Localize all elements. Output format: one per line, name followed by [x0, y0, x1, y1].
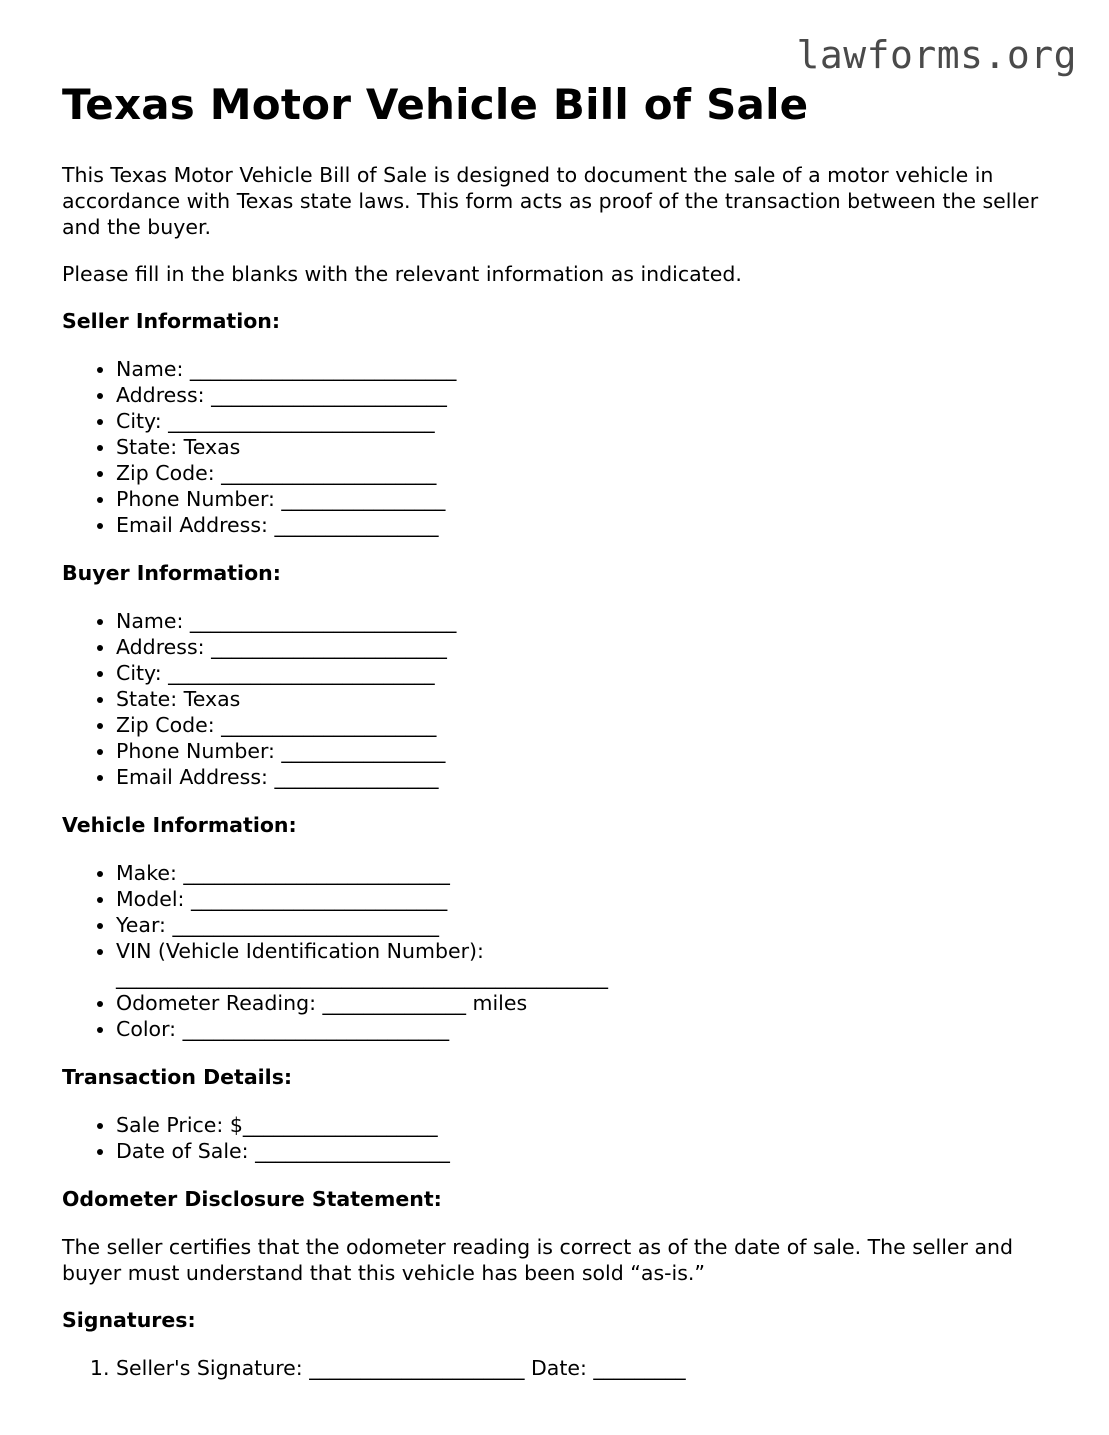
vehicle-color-field: • Color: __________________________: [116, 1016, 756, 1042]
transaction-heading: Transaction Details:: [62, 1065, 293, 1089]
seller-name-field: • Name: __________________________: [116, 356, 1062, 382]
buyer-zip-field: • Zip Code: _____________________: [116, 712, 1062, 738]
buyer-heading: Buyer Information:: [62, 561, 281, 585]
seller-zip-field: • Zip Code: _____________________: [116, 460, 1062, 486]
sale-date-field: • Date of Sale: ___________________: [116, 1138, 1062, 1164]
vehicle-vin-field: • VIN (Vehicle Identification Number): ________________________________________________: [116, 938, 756, 990]
vehicle-model-field: • Model: _________________________: [116, 886, 756, 912]
seller-heading: Seller Information:: [62, 309, 281, 333]
sale-price-field: • Sale Price: $___________________: [116, 1112, 1062, 1138]
seller-address-field: • Address: _______________________: [116, 382, 1062, 408]
vehicle-heading: Vehicle Information:: [62, 813, 297, 837]
buyer-phone-field: • Phone Number: ________________: [116, 738, 1062, 764]
vehicle-odometer-field: • Odometer Reading: ______________ miles: [116, 990, 756, 1016]
buyer-name-field: • Name: __________________________: [116, 608, 1062, 634]
odometer-disclosure-heading: Odometer Disclosure Statement:: [62, 1187, 442, 1211]
vehicle-year-field: • Year: __________________________: [116, 912, 756, 938]
seller-phone-field: • Phone Number: ________________: [116, 486, 1062, 512]
signatures-heading: Signatures:: [62, 1308, 196, 1332]
seller-field-list: [62, 356, 1062, 538]
buyer-email-field: • Email Address: ________________: [116, 764, 1062, 790]
seller-state-field: • State: Texas: [116, 434, 1062, 460]
document-page: [62, 78, 1062, 1403]
instruction-paragraph: Please fill in the blanks with the relevant information as indicated.: [62, 262, 742, 286]
transaction-field-list: [62, 1112, 1062, 1164]
buyer-state-field: • State: Texas: [116, 686, 1062, 712]
seller-email-field: • Email Address: ________________: [116, 512, 1062, 538]
buyer-address-field: • Address: _______________________: [116, 634, 1062, 660]
seller-city-field: • City: __________________________: [116, 408, 1062, 434]
odometer-disclosure-text: The seller certifies that the odometer reading is correct as of the date of sale. The seller and buyer must understand that this vehicle has been sold “as-is.”: [62, 1235, 1014, 1285]
vehicle-make-field: • Make: __________________________: [116, 860, 756, 886]
page-title: Texas Motor Vehicle Bill of Sale: [62, 80, 809, 129]
intro-paragraph: This Texas Motor Vehicle Bill of Sale is designed to document the sale of a motor vehicle in accordance with Texas state laws. This form acts as proof of the transaction between the seller and the buyer.: [62, 163, 1039, 239]
seller-signature-field: 1. Seller's Signature: _____________________ Date: _________: [116, 1355, 1062, 1381]
watermark-logo: lawforms.org: [796, 33, 1077, 77]
vehicle-field-list: [62, 860, 756, 1042]
signatures-list: [62, 1355, 1062, 1381]
buyer-city-field: • City: __________________________: [116, 660, 1062, 686]
buyer-field-list: [62, 608, 1062, 790]
